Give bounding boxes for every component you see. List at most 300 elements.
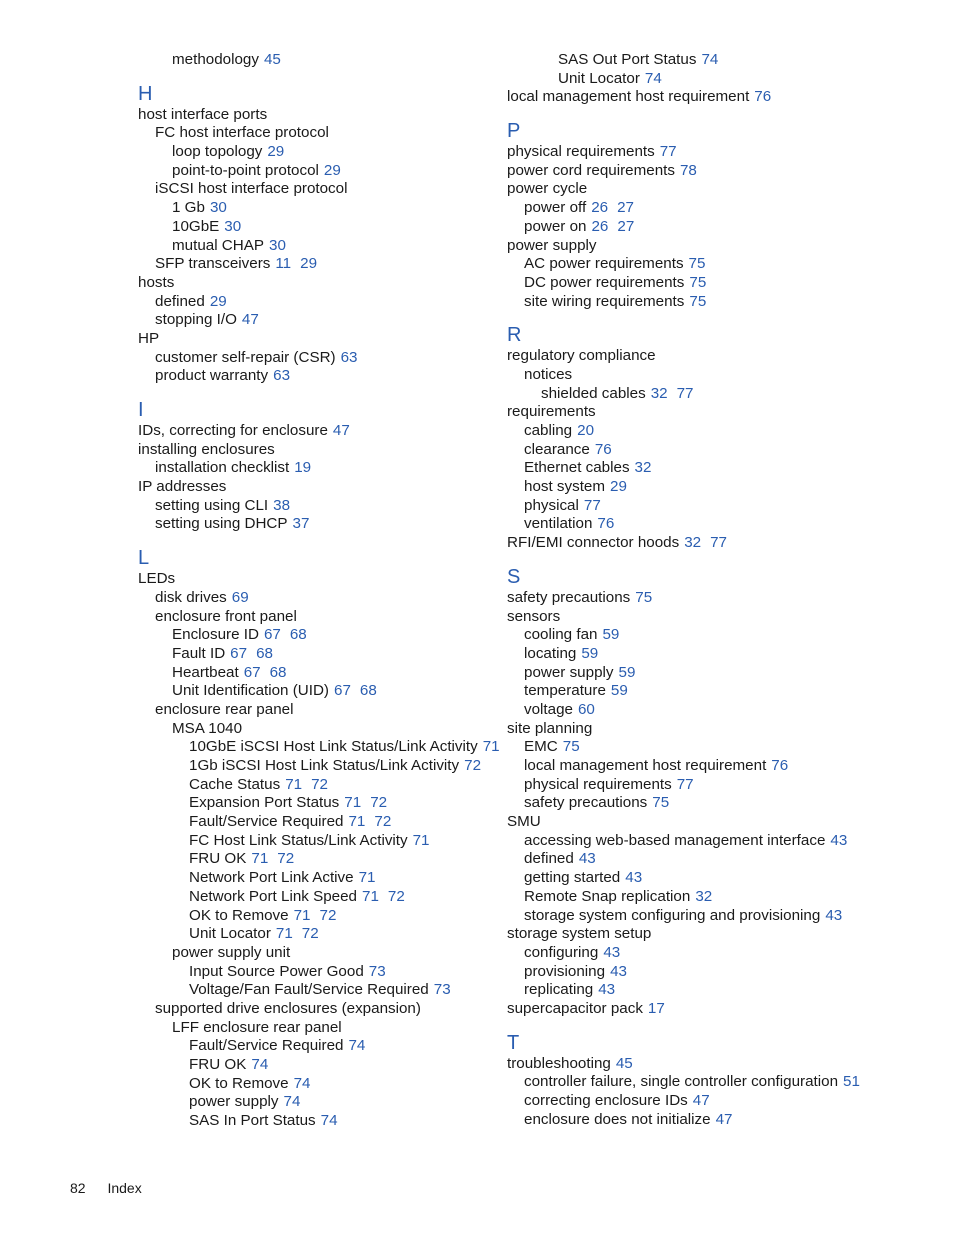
page-reference-link[interactable]: 68 [256, 644, 273, 662]
page-reference-link[interactable]: 60 [577, 700, 595, 718]
index-entry [507, 162, 852, 181]
index-entry [138, 218, 488, 237]
footer-section-title: Index [107, 1180, 142, 1196]
index-entry [138, 869, 488, 888]
page-number: 82 [70, 1180, 86, 1196]
index-term: AC power requirements [524, 255, 684, 273]
index-entry [507, 1092, 852, 1111]
page-reference-link[interactable]: 71 [344, 794, 362, 812]
page-reference-link[interactable]: 45 [615, 1054, 633, 1072]
page-reference-link[interactable]: 71 [275, 925, 293, 943]
index-term: point-to-point protocol [172, 161, 319, 179]
index-entry [507, 515, 852, 534]
page-reference-link[interactable]: 43 [830, 831, 848, 849]
page-reference-link[interactable]: 29 [610, 478, 627, 496]
index-entry [138, 459, 488, 478]
index-term: safety precautions [524, 794, 648, 812]
index-entry [507, 701, 852, 720]
index-term: physical requirements [507, 143, 655, 161]
index-entry [507, 589, 852, 608]
index-entry [507, 403, 852, 422]
index-term: cooling fan [524, 626, 598, 644]
index-term: defined [155, 292, 205, 310]
index-entry [507, 963, 852, 982]
page-reference-link[interactable]: 51 [843, 1073, 860, 1091]
index-term: defined [524, 850, 574, 868]
page-reference-link[interactable]: 77 [710, 534, 728, 552]
index-entry [138, 441, 488, 460]
index-term: configuring [524, 943, 599, 961]
index-entry [138, 478, 488, 497]
index-entry [138, 664, 488, 683]
index-term: safety precautions [507, 588, 631, 606]
index-entry [138, 720, 488, 739]
index-term: IP addresses [138, 478, 227, 496]
index-term: LFF enclosure rear panel [172, 1018, 342, 1036]
index-entry [507, 720, 852, 739]
index-term: HP [138, 329, 160, 347]
index-term: loop topology [172, 143, 263, 161]
index-term: LEDs [138, 570, 176, 588]
page-reference-link[interactable]: 11 [275, 255, 292, 273]
index-entry [138, 570, 488, 589]
index-entry [138, 124, 488, 143]
index-term: enclosure front panel [155, 607, 297, 625]
index-term: customer self-repair (CSR) [155, 348, 336, 366]
page-reference-link[interactable]: 74 [251, 1056, 269, 1073]
page-reference-link[interactable]: 75 [562, 738, 580, 756]
index-term: host system [524, 478, 606, 496]
index-entry [138, 589, 488, 608]
index-entry [138, 776, 488, 795]
page-reference-link[interactable]: 77 [659, 143, 677, 161]
index-term: local management host requirement [524, 757, 767, 774]
index-term: site planning [507, 719, 593, 737]
page-reference-link[interactable]: 72 [301, 925, 319, 943]
index-term: RFI/EMI connector hoods [507, 534, 680, 552]
page-reference-link[interactable]: 19 [294, 459, 312, 477]
index-term: accessing web-based management interface [524, 831, 826, 849]
index-entry [138, 981, 488, 1000]
page-reference-link[interactable]: 74 [293, 1074, 311, 1092]
index-entry [507, 1111, 852, 1130]
page-reference-link[interactable]: 74 [701, 51, 719, 68]
index-entry [138, 850, 488, 869]
page-reference-link[interactable]: 74 [348, 1037, 366, 1055]
index-entry [507, 51, 852, 70]
index-term: requirements [507, 403, 596, 421]
index-term: disk drives [155, 588, 227, 606]
index-term: iSCSI host interface protocol [155, 180, 348, 198]
index-term: sensors [507, 607, 561, 625]
index-term: supercapacitor pack [507, 999, 643, 1017]
page-reference-link[interactable]: 20 [577, 422, 595, 439]
index-term: ventilation [524, 515, 593, 533]
page-reference-link[interactable]: 75 [688, 255, 706, 273]
page-reference-link[interactable]: 29 [300, 255, 318, 273]
page-reference-link[interactable]: 59 [618, 663, 636, 681]
index-term: Unit Locator [189, 925, 271, 943]
page-reference-link[interactable]: 29 [267, 143, 285, 161]
index-term: physical [524, 496, 579, 514]
index-entry [138, 963, 488, 982]
index-term: FRU OK [189, 1056, 247, 1073]
index-letter-heading: L [138, 547, 150, 570]
index-entry [507, 385, 852, 404]
index-term: installation checklist [155, 459, 290, 477]
index-entry [138, 1019, 488, 1038]
index-term: MSA 1040 [172, 719, 243, 737]
index-term: host interface ports [138, 105, 268, 123]
page-reference-link[interactable]: 26 [591, 199, 609, 217]
index-entry [138, 907, 488, 926]
index-term: replicating [524, 981, 594, 999]
index-entry [138, 162, 488, 181]
index-entry [138, 682, 488, 701]
index-term: Voltage/Fan Fault/Service Required [189, 981, 429, 999]
page-reference-link[interactable]: 59 [602, 626, 620, 644]
index-entry [138, 608, 488, 627]
index-entry [138, 106, 488, 125]
index-term: Network Port Link Active [189, 869, 354, 887]
page-reference-link[interactable]: 43 [625, 869, 643, 887]
index-entry [138, 944, 488, 963]
index-entry [138, 497, 488, 516]
index-term: Unit Locator [558, 69, 640, 87]
page-reference-link[interactable]: 67 [243, 663, 261, 681]
index-term: mutual CHAP [172, 236, 265, 254]
index-entry [507, 441, 852, 460]
page-reference-link[interactable]: 72 [311, 775, 328, 793]
index-term: power supply [189, 1093, 279, 1111]
index-entry [138, 311, 488, 330]
index-letter-heading: I [138, 399, 144, 421]
index-entry [138, 1000, 488, 1019]
index-entry [507, 850, 852, 869]
index-term: Network Port Link Speed [189, 887, 357, 905]
page-reference-link[interactable]: 77 [583, 496, 601, 514]
index-term: Expansion Port Status [189, 794, 340, 812]
index-term: supported drive enclosures (expansion) [155, 999, 421, 1017]
index-entry [507, 832, 852, 851]
page-reference-link[interactable]: 72 [387, 887, 405, 905]
page-reference-link[interactable]: 59 [610, 682, 628, 700]
index-term: SFP transceivers [155, 255, 271, 273]
index-letter-heading: P [507, 120, 521, 143]
index-term: FC host interface protocol [155, 124, 329, 142]
index-term: Ethernet cables [524, 459, 630, 477]
index-term: getting started [524, 869, 621, 887]
index-entry [138, 645, 488, 664]
page-reference-link[interactable]: 76 [594, 440, 612, 458]
index-entry [507, 907, 852, 926]
index-entry [138, 367, 488, 386]
index-entry [507, 981, 852, 1000]
index-term: stopping I/O [155, 311, 237, 329]
index-entry [507, 608, 852, 627]
index-entry [507, 888, 852, 907]
index-entry [138, 832, 488, 851]
page-reference-link[interactable]: 75 [689, 292, 707, 310]
page-reference-link[interactable]: 78 [679, 161, 697, 179]
index-entry [507, 70, 852, 89]
index-entry [507, 422, 852, 441]
index-entry [507, 143, 852, 162]
page-reference-link[interactable]: 68 [359, 682, 377, 700]
page-reference-link[interactable]: 30 [224, 217, 242, 235]
page-reference-link[interactable]: 73 [368, 962, 386, 980]
index-term: power cycle [507, 180, 588, 198]
page-reference-link[interactable]: 72 [319, 906, 337, 924]
index-term: DC power requirements [524, 273, 685, 291]
index-term: cabling [524, 422, 573, 439]
index-entry [138, 626, 488, 645]
page-footer [70, 1180, 142, 1196]
index-term: storage system configuring and provisioning [524, 906, 821, 924]
index-term: SAS Out Port Status [558, 51, 697, 68]
index-entry [138, 51, 488, 70]
page-reference-link[interactable]: 27 [617, 199, 635, 217]
page-reference-link[interactable]: 47 [715, 1110, 733, 1128]
index-entry [138, 1112, 488, 1131]
index-entry [138, 274, 488, 293]
page-reference-link[interactable]: 38 [273, 496, 291, 514]
index-term: FC Host Link Status/Link Activity [189, 831, 408, 849]
index-entry [507, 869, 852, 888]
index-term: controller failure, single controller configuration [524, 1073, 839, 1091]
page-reference-link[interactable]: 71 [251, 850, 269, 868]
index-entry [138, 237, 488, 256]
index-term: site wiring requirements [524, 292, 685, 310]
index-entry [507, 664, 852, 683]
page-reference-link[interactable]: 17 [647, 999, 665, 1017]
page-reference-link[interactable]: 76 [597, 515, 615, 533]
page-reference-link[interactable]: 71 [348, 813, 366, 831]
index-entry [507, 478, 852, 497]
index-entry [138, 925, 488, 944]
index-term: 10GbE [172, 217, 220, 235]
page-reference-link[interactable]: 43 [603, 943, 621, 961]
page-reference-link[interactable]: 75 [652, 794, 670, 812]
index-term: power cord requirements [507, 161, 675, 179]
index-entry [507, 459, 852, 478]
page-reference-link[interactable]: 71 [482, 738, 500, 756]
index-term: Enclosure ID [172, 626, 259, 644]
page-reference-link[interactable]: 76 [754, 88, 772, 106]
index-entry [507, 199, 852, 218]
index-entry [138, 349, 488, 368]
index-entry [507, 180, 852, 199]
index-term: methodology [172, 51, 259, 68]
index-entry [507, 293, 852, 312]
page-reference-link[interactable]: 68 [289, 626, 307, 644]
index-entry [138, 422, 488, 441]
index-term: 1 Gb [172, 199, 205, 217]
page-reference-link[interactable]: 29 [323, 161, 341, 179]
page-reference-link[interactable]: 71 [358, 869, 376, 887]
index-entry [507, 682, 852, 701]
page-reference-link[interactable]: 75 [635, 588, 653, 606]
index-entry [138, 1075, 488, 1094]
index-term: provisioning [524, 962, 606, 980]
index-term: clearance [524, 440, 590, 458]
page-reference-link[interactable]: 30 [209, 199, 227, 217]
page-reference-link[interactable]: 73 [433, 981, 451, 999]
index-term: hosts [138, 273, 175, 291]
index-entry [507, 1000, 852, 1019]
index-entry [138, 738, 500, 757]
index-entry [507, 925, 852, 944]
index-term: OK to Remove [189, 906, 289, 924]
index-term: installing enclosures [138, 440, 275, 458]
page-reference-link[interactable]: 71 [412, 831, 430, 849]
page-reference-link[interactable]: 29 [209, 292, 227, 310]
index-term: EMC [524, 738, 558, 756]
index-term: product warranty [155, 367, 269, 385]
page-reference-link[interactable]: 74 [283, 1093, 301, 1111]
index-entry [138, 180, 488, 199]
index-entry [507, 497, 852, 516]
page-reference-link[interactable]: 32 [684, 534, 702, 552]
index-entry [138, 1056, 488, 1075]
page-reference-link[interactable]: 43 [578, 850, 596, 868]
index-entry [138, 813, 488, 832]
index-term: locating [524, 644, 577, 662]
index-term: Fault ID [172, 644, 226, 662]
page-reference-link[interactable]: 72 [464, 757, 482, 774]
index-term: SAS In Port Status [189, 1112, 316, 1130]
index-entry [507, 757, 852, 776]
page-reference-link[interactable]: 47 [241, 311, 259, 329]
page-reference-link[interactable]: 74 [644, 69, 662, 87]
page-reference-link[interactable]: 37 [292, 515, 310, 533]
page-reference-link[interactable]: 32 [650, 384, 668, 402]
index-term: SMU [507, 813, 541, 831]
page-reference-link[interactable]: 72 [277, 850, 295, 868]
index-entry [507, 738, 852, 757]
index-term: 10GbE iSCSI Host Link Status/Link Activity [189, 738, 478, 756]
index-letter-heading: T [507, 1031, 520, 1054]
page-reference-link[interactable]: 68 [269, 663, 287, 681]
index-entry [507, 534, 852, 553]
index-letter-heading: S [507, 565, 521, 588]
page-reference-link[interactable]: 32 [695, 887, 713, 905]
index-entry [507, 944, 852, 963]
index-term: power supply [524, 663, 614, 681]
index-entry [507, 1073, 860, 1092]
index-entry [138, 143, 488, 162]
index-term: Cache Status [189, 775, 281, 793]
page-reference-link[interactable]: 63 [273, 367, 291, 385]
index-term: physical requirements [524, 775, 672, 793]
page-reference-link[interactable]: 72 [374, 813, 392, 831]
index-term: notices [524, 365, 573, 383]
page-reference-link[interactable]: 67 [230, 644, 248, 662]
index-term: temperature [524, 682, 606, 700]
index-entry [507, 366, 852, 385]
index-term: Fault/Service Required [189, 1037, 344, 1055]
index-term: setting using DHCP [155, 515, 288, 533]
page-reference-link[interactable]: 45 [263, 51, 281, 68]
page-reference-link[interactable]: 47 [692, 1092, 710, 1109]
index-term: troubleshooting [507, 1054, 611, 1072]
page-reference-link[interactable]: 67 [334, 682, 351, 700]
index-entry [507, 274, 852, 293]
index-term: FRU OK [189, 850, 247, 868]
page-reference-link[interactable]: 76 [771, 757, 789, 774]
index-entry [507, 218, 852, 237]
page-reference-link[interactable]: 59 [581, 644, 599, 662]
page-reference-link[interactable]: 72 [370, 794, 388, 812]
index-column-left [138, 51, 500, 1131]
page-reference-link[interactable]: 27 [617, 217, 635, 235]
index-term: IDs, correcting for enclosure [138, 422, 328, 439]
page-reference-link[interactable]: 75 [689, 273, 707, 291]
page-reference-link[interactable]: 43 [610, 962, 627, 980]
page-reference-link[interactable]: 32 [634, 459, 652, 477]
index-entry [138, 888, 488, 907]
index-entry [507, 813, 852, 832]
index-letter-heading: H [138, 82, 153, 105]
page-reference-link[interactable]: 77 [676, 384, 694, 402]
index-entry [507, 88, 852, 107]
index-term: correcting enclosure IDs [524, 1092, 688, 1109]
index-term: 1Gb iSCSI Host Link Status/Link Activity [189, 757, 460, 774]
page-reference-link[interactable]: 43 [598, 981, 616, 999]
page-reference-link[interactable]: 71 [285, 775, 303, 793]
page-reference-link[interactable]: 69 [231, 588, 249, 606]
index-term: Remote Snap replication [524, 887, 691, 905]
index-term: Heartbeat [172, 663, 239, 681]
index-entry [138, 255, 488, 274]
index-entry [138, 199, 488, 218]
index-entry [507, 255, 852, 274]
index-entry [138, 757, 488, 776]
page-reference-link[interactable]: 47 [332, 422, 350, 439]
index-term: power on [524, 217, 587, 235]
index-entry [138, 794, 488, 813]
index-term: storage system setup [507, 925, 652, 943]
index-term: enclosure does not initialize [524, 1110, 711, 1128]
page-reference-link[interactable]: 26 [591, 217, 609, 235]
index-entry [507, 347, 852, 366]
page-reference-link[interactable]: 30 [269, 236, 286, 254]
index-term: regulatory compliance [507, 347, 656, 365]
index-entry [138, 515, 488, 534]
index-term: voltage [524, 700, 573, 718]
index-term: Unit Identification (UID) [172, 682, 329, 700]
page-reference-link[interactable]: 63 [340, 348, 358, 366]
index-entry [138, 1093, 488, 1112]
index-term: shielded cables [541, 384, 646, 402]
page-reference-link[interactable]: 71 [362, 887, 379, 905]
index-entry [138, 293, 488, 312]
index-term: power off [524, 199, 587, 217]
index-term: OK to Remove [189, 1074, 289, 1092]
index-term: local management host requirement [507, 88, 750, 106]
index-entry [507, 237, 852, 256]
index-entry [507, 794, 852, 813]
page-reference-link[interactable]: 74 [320, 1112, 338, 1130]
page-reference-link[interactable]: 77 [676, 775, 694, 793]
index-entry [138, 330, 488, 349]
index-entry [138, 1037, 488, 1056]
page-reference-link[interactable]: 67 [263, 626, 281, 644]
index-letter-heading: R [507, 324, 522, 347]
page-reference-link[interactable]: 71 [293, 906, 311, 924]
index-entry [507, 645, 852, 664]
page-reference-link[interactable]: 43 [825, 906, 843, 924]
